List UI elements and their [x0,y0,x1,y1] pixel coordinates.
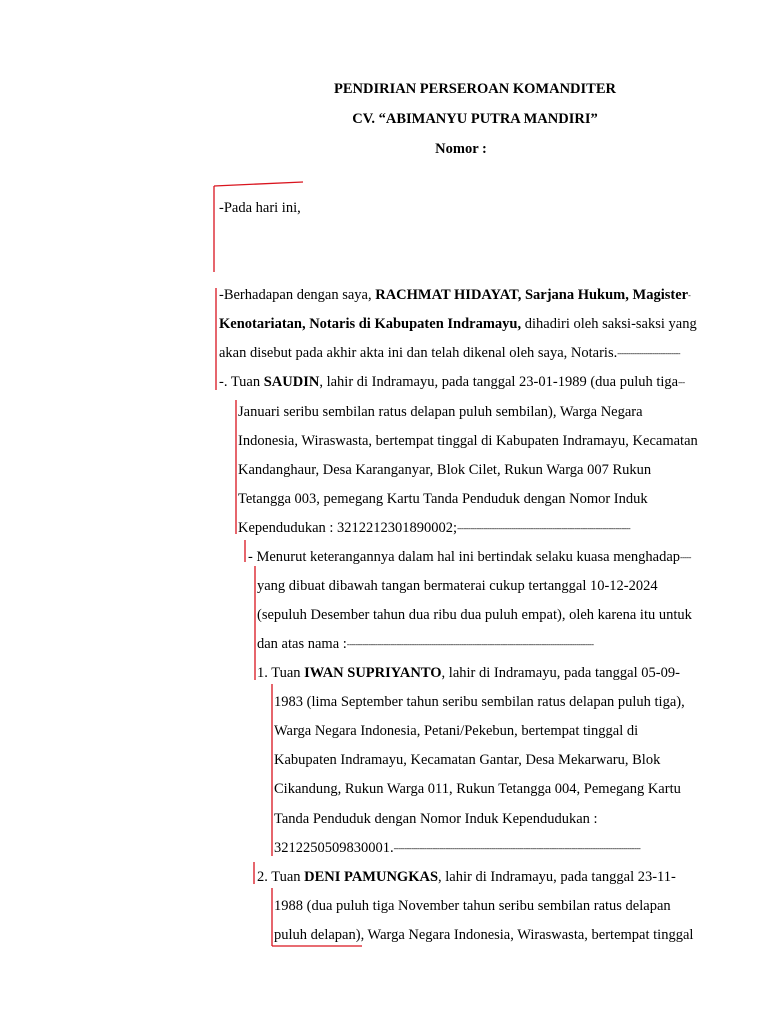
iwan-line-2: 1983 (lima September tahun seribu sembilan ratus delapan puluh tiga), [274,694,685,710]
power-text-1: - Menurut keterangannya dalam hal ini bertindak selaku kuasa menghadap [248,549,681,565]
filler-dash: -------------------------------------------------------------------------------- [457,524,631,533]
filler-dash: ------------------------------------------------------------------------------------------------------------------ [393,844,641,853]
filler-dash: --- [678,378,685,387]
iwan-line-5: Cikandung, Rukun Warga 011, Rukun Tetangga 004, Pemegang Kartu [274,781,681,797]
filler-dash: ----------------------------- [617,349,680,358]
iwan-text-1: , lahir di Indramayu, pada tanggal 05-09- [441,665,680,681]
deed-number: Nomor : [435,141,487,157]
filler-dash: ----- [680,553,691,562]
company-name: CV. “ABIMANYU PUTRA MANDIRI” [352,111,598,127]
iwan-line-4: Kabupaten Indramayu, Kecamatan Gantar, Desa Mekarwaru, Blok [274,752,661,768]
iwan-line-3: Warga Negara Indonesia, Petani/Pekebun, bertempat tinggal di [274,723,639,739]
power-text-4: dan atas nama : [257,636,347,652]
deni-line-3: puluh delapan), Warga Negara Indonesia, Wiraswasta, bertempat tinggal [274,927,694,943]
iwan-name: IWAN SUPRIYANTO [304,665,442,681]
power-line-2: yang dibuat dibawah tangan bermaterai cukup tertanggal 10-12-2024 [257,578,658,594]
deni-prefix: 2. Tuan [257,869,305,885]
mark-top-bar [214,182,303,186]
saudin-text-1: , lahir di Indramayu, pada tanggal 23-01-1989 (dua puluh tiga [319,374,679,390]
deni-line-2: 1988 (dua puluh tiga November tahun seribu sembilan ratus delapan [274,898,671,914]
saudin-nik: Kependudukan : 3212212301890002; [238,520,458,536]
doc-title: PENDIRIAN PERSEROAN KOMANDITER [334,81,616,97]
deni-name: DENI PAMUNGKAS [304,869,439,885]
saudin-name: SAUDIN [263,374,320,390]
appearance-text: -Berhadapan dengan saya, [219,287,376,303]
iwan-prefix: 1. Tuan [257,665,305,681]
opening-day-line: -Pada hari ini, [219,200,301,216]
saudin-line-2: Januari seribu sembilan ratus delapan puluh sembilan), Warga Negara [238,404,643,420]
filler-dash: ------------------------------------------------------------------------------------------------------------------ [346,640,594,649]
deni-text-1: , lahir di Indramayu, pada tanggal 23-11- [438,869,676,885]
notary-name: RACHMAT HIDAYAT, Sarjana Hukum, Magister [375,287,689,303]
power-line-3: (sepuluh Desember tahun dua ribu dua puluh empat), oleh karena itu untuk [257,607,692,623]
saudin-line-5: Tetangga 003, pemegang Kartu Tanda Penduduk dengan Nomor Induk [238,491,648,507]
iwan-nik: 3212250509830001. [274,840,394,856]
appearance-text-2: dihadiri oleh saksi-saksi yang [521,316,697,332]
filler-dash: - [688,291,691,300]
saudin-line-4: Kandanghaur, Desa Karanganyar, Blok Cilet, Rukun Warga 007 Rukun [238,462,652,478]
saudin-line-3: Indonesia, Wiraswasta, bertempat tinggal di Kabupaten Indramayu, Kecamatan [238,433,698,449]
saudin-prefix: -. Tuan [219,374,264,390]
appearance-text-3: akan disebut pada akhir akta ini dan telah dikenal oleh saya, Notaris. [219,345,618,361]
iwan-line-6: Tanda Penduduk dengan Nomor Induk Kependudukan : [274,811,598,827]
notary-title: Kenotariatan, Notaris di Kabupaten Indramayu, [219,316,522,332]
